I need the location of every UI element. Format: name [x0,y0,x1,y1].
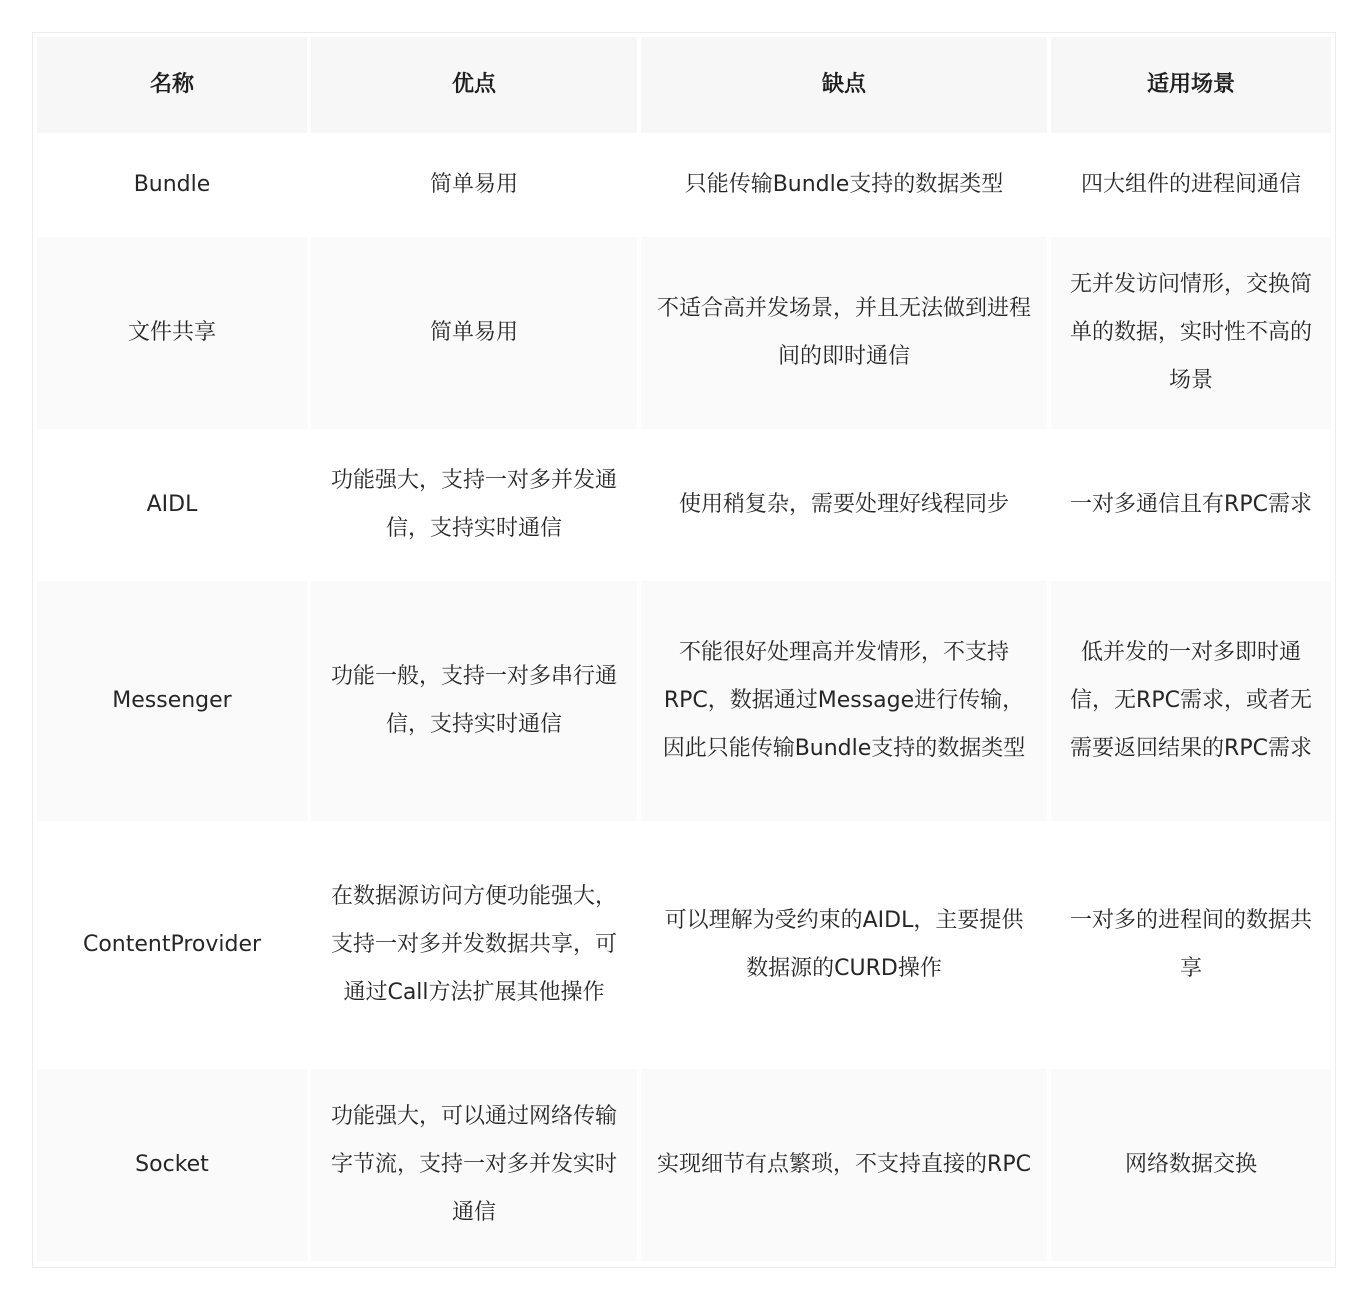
cell-advantages: 简单易用 [311,137,637,233]
header-use-cases: 适用场景 [1051,37,1331,133]
cell-disadvantages: 不适合高并发场景，并且无法做到进程间的即时通信 [641,237,1047,429]
cell-name: AIDL [37,433,307,577]
cell-use-cases: 低并发的一对多即时通信，无RPC需求，或者无需要返回结果的RPC需求 [1051,581,1331,821]
header-name: 名称 [37,37,307,133]
cell-use-cases: 网络数据交换 [1051,1069,1331,1261]
table-row [37,581,1331,821]
cell-use-cases: 一对多的进程间的数据共享 [1051,825,1331,1065]
table-row [37,237,1331,429]
cell-use-cases: 四大组件的进程间通信 [1051,137,1331,233]
cell-use-cases: 一对多通信且有RPC需求 [1051,433,1331,577]
cell-use-cases: 无并发访问情形，交换简单的数据，实时性不高的场景 [1051,237,1331,429]
header-advantages: 优点 [311,37,637,133]
cell-name: Bundle [37,137,307,233]
ipc-comparison-table [33,33,1335,1265]
cell-disadvantages: 不能很好处理高并发情形，不支持RPC，数据通过Message进行传输，因此只能传输Bundle支持的数据类型 [641,581,1047,821]
cell-advantages: 功能强大，可以通过网络传输字节流，支持一对多并发实时通信 [311,1069,637,1261]
table-header-row [37,37,1331,133]
table-row [37,825,1331,1065]
cell-disadvantages: 使用稍复杂，需要处理好线程同步 [641,433,1047,577]
table-row [37,137,1331,233]
cell-disadvantages: 只能传输Bundle支持的数据类型 [641,137,1047,233]
cell-disadvantages: 实现细节有点繁琐，不支持直接的RPC [641,1069,1047,1261]
cell-advantages: 简单易用 [311,237,637,429]
cell-advantages: 功能一般，支持一对多串行通信，支持实时通信 [311,581,637,821]
ipc-comparison-table-container [32,32,1336,1268]
cell-name: ContentProvider [37,825,307,1065]
cell-name: Socket [37,1069,307,1261]
cell-advantages: 在数据源访问方便功能强大，支持一对多并发数据共享，可通过Call方法扩展其他操作 [311,825,637,1065]
cell-name: 文件共享 [37,237,307,429]
header-disadvantages: 缺点 [641,37,1047,133]
cell-disadvantages: 可以理解为受约束的AIDL，主要提供数据源的CURD操作 [641,825,1047,1065]
cell-name: Messenger [37,581,307,821]
cell-advantages: 功能强大，支持一对多并发通信，支持实时通信 [311,433,637,577]
table-row [37,433,1331,577]
table-row [37,1069,1331,1261]
